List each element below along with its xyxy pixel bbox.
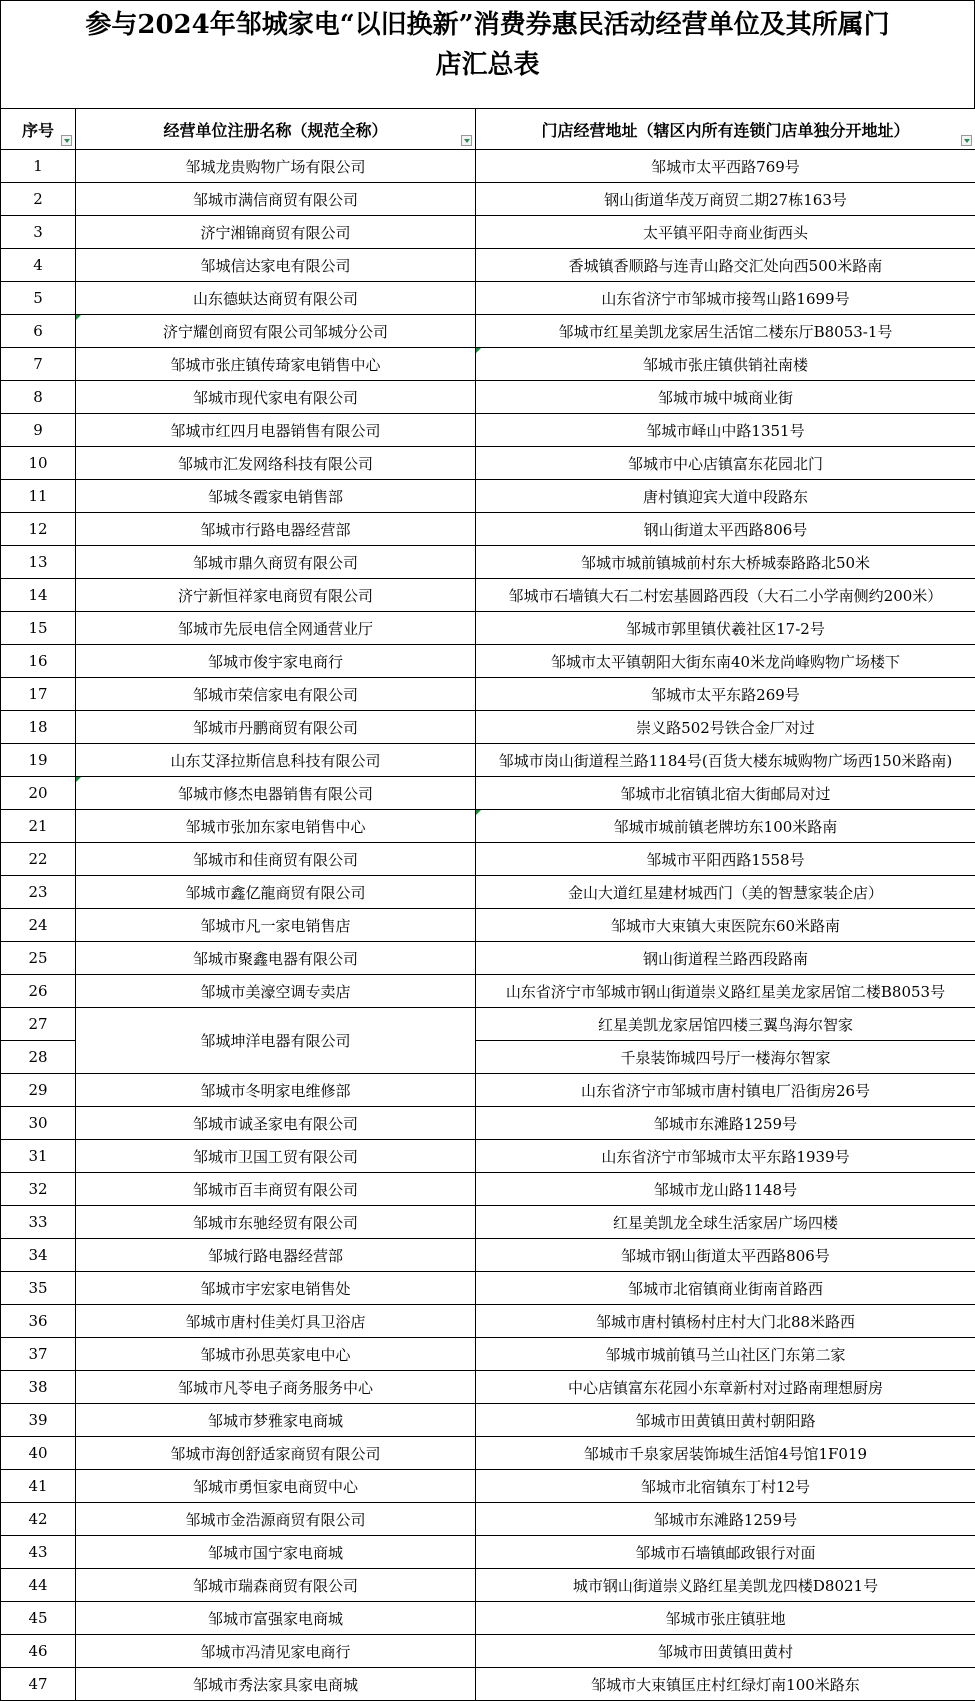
table-row xyxy=(1,1470,975,1503)
cell-seq[interactable]: 47 xyxy=(1,1668,76,1701)
cell-business-name[interactable]: 邹城市红四月电器销售有限公司 xyxy=(76,414,476,447)
cell-store-address[interactable]: 香城镇香顺路与连青山路交汇处向西500米路南 xyxy=(476,249,975,282)
cell-business-name[interactable]: 邹城信达家电有限公司 xyxy=(76,249,476,282)
cell-business-name[interactable]: 济宁耀创商贸有限公司邹城分公司 xyxy=(76,315,476,348)
table-row xyxy=(1,1536,975,1569)
cell-business-name[interactable]: 邹城市瑞森商贸有限公司 xyxy=(76,1569,476,1602)
cell-business-name[interactable]: 邹城市现代家电有限公司 xyxy=(76,381,476,414)
cell-store-address[interactable]: 邹城市唐村镇杨村庄村大门北88米路西 xyxy=(476,1305,975,1338)
cell-store-address[interactable]: 邹城市平阳西路1558号 xyxy=(476,843,975,876)
cell-seq[interactable]: 34 xyxy=(1,1239,76,1272)
cell-store-address[interactable]: 邹城市大束镇匡庄村红绿灯南100米路东 xyxy=(476,1668,975,1701)
cell-business-name[interactable]: 邹城市鑫亿龍商贸有限公司 xyxy=(76,876,476,909)
table-row xyxy=(1,1272,975,1305)
title-line-2: 店汇总表 xyxy=(435,50,540,80)
table-row xyxy=(1,876,975,909)
cell-store-address[interactable]: 邹城市田黄镇田黄村 xyxy=(476,1635,975,1668)
cell-seq[interactable]: 33 xyxy=(1,1206,76,1239)
table-row xyxy=(1,1305,975,1338)
table-row xyxy=(1,1074,975,1107)
cell-business-name[interactable]: 邹城市冬明家电维修部 xyxy=(76,1074,476,1107)
cell-business-name[interactable]: 邹城市张庄镇传琦家电销售中心 xyxy=(76,348,476,381)
cell-seq[interactable]: 39 xyxy=(1,1404,76,1437)
cell-business-name[interactable]: 邹城市丹鹏商贸有限公司 xyxy=(76,711,476,744)
cell-business-name[interactable]: 邹城市美濠空调专卖店 xyxy=(76,975,476,1008)
cell-seq[interactable]: 9 xyxy=(1,414,76,447)
cell-business-name[interactable]: 山东德蚨达商贸有限公司 xyxy=(76,282,476,315)
cell-seq[interactable]: 3 xyxy=(1,216,76,249)
table-row xyxy=(1,1173,975,1206)
table-row xyxy=(1,150,975,183)
table-row xyxy=(1,546,975,579)
cell-business-name[interactable]: 邹城市诚圣家电有限公司 xyxy=(76,1107,476,1140)
cell-seq[interactable]: 23 xyxy=(1,876,76,909)
table-row xyxy=(1,249,975,282)
header-seq-label: 序号 xyxy=(21,120,54,140)
table-row xyxy=(1,579,975,612)
table-row xyxy=(1,678,975,711)
table-row xyxy=(1,1206,975,1239)
table-row xyxy=(1,282,975,315)
cell-store-address[interactable]: 邹城市东滩路1259号 xyxy=(476,1107,975,1140)
cell-store-address[interactable]: 邹城市张庄镇供销社南楼 xyxy=(476,348,975,381)
store-summary-table xyxy=(0,108,975,1701)
table-row xyxy=(1,1635,975,1668)
cell-store-address[interactable]: 邹城市千泉家居装饰城生活馆4号馆1F019 xyxy=(476,1437,975,1470)
cell-seq[interactable]: 8 xyxy=(1,381,76,414)
cell-store-address[interactable]: 山东省济宁市邹城市接驾山路1699号 xyxy=(476,282,975,315)
cell-seq[interactable]: 6 xyxy=(1,315,76,348)
table-row xyxy=(1,1503,975,1536)
cell-store-address[interactable]: 金山大道红星建材城西门（美的智慧家装企店） xyxy=(476,876,975,909)
cell-store-address[interactable]: 邹城市城前镇老牌坊东100米路南 xyxy=(476,810,975,843)
cell-seq[interactable]: 28 xyxy=(1,1041,76,1074)
table-row xyxy=(1,1404,975,1437)
cell-business-name[interactable]: 邹城市行路电器经营部 xyxy=(76,513,476,546)
cell-seq[interactable]: 45 xyxy=(1,1602,76,1635)
cell-business-name[interactable]: 邹城市凡一家电销售店 xyxy=(76,909,476,942)
cell-business-name[interactable]: 邹城市国宁家电商城 xyxy=(76,1536,476,1569)
cell-store-address[interactable]: 邹城市北宿镇商业街南首路西 xyxy=(476,1272,975,1305)
cell-business-name[interactable]: 邹城行路电器经营部 xyxy=(76,1239,476,1272)
table-row xyxy=(1,1371,975,1404)
cell-seq[interactable]: 15 xyxy=(1,612,76,645)
cell-store-address[interactable]: 山东省济宁市邹城市钢山街道崇义路红星美龙家居馆二楼B8053号 xyxy=(476,975,975,1008)
cell-store-address[interactable]: 邹城市太平东路269号 xyxy=(476,678,975,711)
cell-business-name[interactable]: 邹城市修杰电器销售有限公司 xyxy=(76,777,476,810)
cell-seq[interactable]: 41 xyxy=(1,1470,76,1503)
table-row xyxy=(1,942,975,975)
table-row xyxy=(1,216,975,249)
cell-business-name[interactable]: 邹城冬霞家电销售部 xyxy=(76,480,476,513)
filter-dropdown-icon[interactable] xyxy=(961,135,972,146)
cell-store-address[interactable]: 城市钢山街道崇义路红星美凯龙四楼D8021号 xyxy=(476,1569,975,1602)
cell-business-name[interactable]: 山东艾泽拉斯信息科技有限公司 xyxy=(76,744,476,777)
cell-business-name[interactable]: 邹城市勇恒家电商贸中心 xyxy=(76,1470,476,1503)
header-name-label: 经营单位注册名称（规范全称） xyxy=(163,120,388,140)
cell-store-address[interactable]: 邹城市峄山中路1351号 xyxy=(476,414,975,447)
cell-seq[interactable]: 11 xyxy=(1,480,76,513)
table-row xyxy=(1,1668,975,1701)
table-row xyxy=(1,909,975,942)
cell-seq[interactable]: 40 xyxy=(1,1437,76,1470)
cell-store-address[interactable]: 邹城市钢山街道太平西路806号 xyxy=(476,1239,975,1272)
table-row xyxy=(1,348,975,381)
cell-store-address[interactable]: 邹城市石墙镇邮政银行对面 xyxy=(476,1536,975,1569)
cell-seq[interactable]: 18 xyxy=(1,711,76,744)
table-row xyxy=(1,645,975,678)
cell-seq[interactable]: 44 xyxy=(1,1569,76,1602)
document-title xyxy=(0,0,975,108)
cell-business-name[interactable]: 邹城龙贵购物广场有限公司 xyxy=(76,150,476,183)
cell-seq[interactable]: 1 xyxy=(1,150,76,183)
cell-business-name[interactable]: 邹城市满信商贸有限公司 xyxy=(76,183,476,216)
cell-business-name[interactable]: 邹城市秀法家具家电商城 xyxy=(76,1668,476,1701)
cell-store-address[interactable]: 红星美凯龙家居馆四楼三翼鸟海尔智家 xyxy=(476,1008,975,1041)
cell-store-address[interactable]: 中心店镇富东花园小东章新村对过路南理想厨房 xyxy=(476,1371,975,1404)
cell-seq[interactable]: 30 xyxy=(1,1107,76,1140)
table-row xyxy=(1,1602,975,1635)
title-line-1: 参与2024年邹城家电“以旧换新”消费券惠民活动经营单位及其所属门 xyxy=(85,10,890,40)
cell-business-name[interactable]: 济宁湘锦商贸有限公司 xyxy=(76,216,476,249)
table-row xyxy=(1,1008,975,1041)
table-row xyxy=(1,1569,975,1602)
cell-seq[interactable]: 7 xyxy=(1,348,76,381)
cell-store-address[interactable]: 邹城市红星美凯龙家居生活馆二楼东厅B8053-1号 xyxy=(476,315,975,348)
cell-seq[interactable]: 46 xyxy=(1,1635,76,1668)
cell-seq[interactable]: 36 xyxy=(1,1305,76,1338)
cell-seq[interactable]: 32 xyxy=(1,1173,76,1206)
cell-seq[interactable]: 13 xyxy=(1,546,76,579)
header-name xyxy=(76,109,476,150)
cell-business-name[interactable]: 邹城市张加东家电销售中心 xyxy=(76,810,476,843)
cell-store-address[interactable]: 邹城市大束镇大束医院东60米路南 xyxy=(476,909,975,942)
header-row xyxy=(1,109,975,150)
table-row xyxy=(1,1107,975,1140)
cell-store-address[interactable]: 邹城市石墙镇大石二村宏基圆路西段（大石二小学南侧约200米） xyxy=(476,579,975,612)
table-row xyxy=(1,612,975,645)
table-row xyxy=(1,1338,975,1371)
cell-seq[interactable]: 38 xyxy=(1,1371,76,1404)
cell-seq[interactable]: 12 xyxy=(1,513,76,546)
cell-seq[interactable]: 10 xyxy=(1,447,76,480)
cell-business-name[interactable]: 邹城市东驰经贸有限公司 xyxy=(76,1206,476,1239)
cell-seq[interactable]: 31 xyxy=(1,1140,76,1173)
cell-store-address[interactable]: 邹城市郭里镇伏羲社区17-2号 xyxy=(476,612,975,645)
cell-seq[interactable]: 25 xyxy=(1,942,76,975)
cell-store-address[interactable]: 邹城市龙山路1148号 xyxy=(476,1173,975,1206)
cell-business-name[interactable]: 邹城市俊宇家电商行 xyxy=(76,645,476,678)
table-row xyxy=(1,480,975,513)
cell-seq[interactable]: 42 xyxy=(1,1503,76,1536)
table-row xyxy=(1,1437,975,1470)
cell-business-name[interactable]: 邹城市汇发网络科技有限公司 xyxy=(76,447,476,480)
cell-seq[interactable]: 20 xyxy=(1,777,76,810)
header-addr xyxy=(476,109,975,150)
table-row xyxy=(1,414,975,447)
table-body xyxy=(1,150,975,1701)
cell-seq[interactable]: 17 xyxy=(1,678,76,711)
cell-seq[interactable]: 4 xyxy=(1,249,76,282)
filter-dropdown-icon[interactable] xyxy=(461,135,472,146)
table-row xyxy=(1,183,975,216)
cell-store-address[interactable]: 崇义路502号铁合金厂对过 xyxy=(476,711,975,744)
cell-seq[interactable]: 43 xyxy=(1,1536,76,1569)
table-row xyxy=(1,777,975,810)
cell-store-address[interactable]: 邹城市北宿镇北宿大街邮局对过 xyxy=(476,777,975,810)
cell-business-name[interactable]: 邹城市卫国工贸有限公司 xyxy=(76,1140,476,1173)
cell-store-address[interactable]: 邹城市城前镇城前村东大桥城泰路路北50米 xyxy=(476,546,975,579)
table-row xyxy=(1,381,975,414)
cell-business-name[interactable]: 邹城市鼎久商贸有限公司 xyxy=(76,546,476,579)
table-row xyxy=(1,810,975,843)
cell-seq[interactable]: 22 xyxy=(1,843,76,876)
table-row xyxy=(1,447,975,480)
table-row xyxy=(1,315,975,348)
cell-store-address[interactable]: 山东省济宁市邹城市唐村镇电厂沿街房26号 xyxy=(476,1074,975,1107)
cell-store-address[interactable]: 邹城市太平镇朝阳大街东南40米龙尚峰购物广场楼下 xyxy=(476,645,975,678)
cell-seq[interactable]: 26 xyxy=(1,975,76,1008)
cell-seq[interactable]: 16 xyxy=(1,645,76,678)
cell-store-address[interactable]: 邹城市城中城商业街 xyxy=(476,381,975,414)
cell-seq[interactable]: 19 xyxy=(1,744,76,777)
filter-dropdown-icon[interactable] xyxy=(61,135,72,146)
cell-store-address[interactable]: 红星美凯龙全球生活家居广场四楼 xyxy=(476,1206,975,1239)
cell-business-name[interactable]: 邹城市宇宏家电销售处 xyxy=(76,1272,476,1305)
table-row xyxy=(1,513,975,546)
cell-seq[interactable]: 27 xyxy=(1,1008,76,1041)
cell-business-name[interactable]: 邹城市百丰商贸有限公司 xyxy=(76,1173,476,1206)
cell-store-address[interactable]: 邹城市张庄镇驻地 xyxy=(476,1602,975,1635)
cell-business-name[interactable]: 济宁新恒祥家电商贸有限公司 xyxy=(76,579,476,612)
cell-business-name[interactable]: 邹城市先辰电信全网通营业厅 xyxy=(76,612,476,645)
cell-store-address[interactable]: 钢山街道程兰路西段路南 xyxy=(476,942,975,975)
cell-seq[interactable]: 37 xyxy=(1,1338,76,1371)
cell-seq[interactable]: 2 xyxy=(1,183,76,216)
cell-business-name[interactable]: 邹城市金浩源商贸有限公司 xyxy=(76,1503,476,1536)
cell-store-address[interactable]: 邹城市东滩路1259号 xyxy=(476,1503,975,1536)
table-row xyxy=(1,1140,975,1173)
cell-store-address[interactable]: 钢山街道华茂万商贸二期27栋163号 xyxy=(476,183,975,216)
table-row xyxy=(1,711,975,744)
cell-store-address[interactable]: 山东省济宁市邹城市太平东路1939号 xyxy=(476,1140,975,1173)
cell-seq[interactable]: 35 xyxy=(1,1272,76,1305)
cell-store-address[interactable]: 邹城市田黄镇田黄村朝阳路 xyxy=(476,1404,975,1437)
table-row xyxy=(1,843,975,876)
cell-store-address[interactable]: 太平镇平阳寺商业街西头 xyxy=(476,216,975,249)
cell-business-name[interactable]: 邹城市凡苓电子商务服务中心 xyxy=(76,1371,476,1404)
cell-business-name[interactable]: 邹城市富强家电商城 xyxy=(76,1602,476,1635)
cell-store-address[interactable]: 唐村镇迎宾大道中段路东 xyxy=(476,480,975,513)
cell-business-name[interactable]: 邹城市和佳商贸有限公司 xyxy=(76,843,476,876)
cell-seq[interactable]: 14 xyxy=(1,579,76,612)
cell-business-name[interactable]: 邹城市冯清见家电商行 xyxy=(76,1635,476,1668)
cell-store-address[interactable]: 邹城市城前镇马兰山社区门东第二家 xyxy=(476,1338,975,1371)
cell-store-address[interactable]: 千泉装饰城四号厅一楼海尔智家 xyxy=(476,1041,975,1074)
cell-seq[interactable]: 29 xyxy=(1,1074,76,1107)
cell-business-name[interactable]: 邹城市孙思英家电中心 xyxy=(76,1338,476,1371)
cell-store-address[interactable]: 钢山街道太平西路806号 xyxy=(476,513,975,546)
cell-business-name[interactable]: 邹城坤洋电器有限公司 xyxy=(76,1008,476,1074)
cell-business-name[interactable]: 邹城市海创舒适家商贸有限公司 xyxy=(76,1437,476,1470)
header-addr-label: 门店经营地址（辖区内所有连锁门店单独分开地址） xyxy=(541,120,910,140)
cell-business-name[interactable]: 邹城市唐村佳美灯具卫浴店 xyxy=(76,1305,476,1338)
cell-store-address[interactable]: 邹城市中心店镇富东花园北门 xyxy=(476,447,975,480)
cell-seq[interactable]: 5 xyxy=(1,282,76,315)
cell-store-address[interactable]: 邹城市岗山街道程兰路1184号(百货大楼东城购物广场西150米路南) xyxy=(476,744,975,777)
cell-store-address[interactable]: 邹城市北宿镇东丁村12号 xyxy=(476,1470,975,1503)
cell-business-name[interactable]: 邹城市荣信家电有限公司 xyxy=(76,678,476,711)
cell-store-address[interactable]: 邹城市太平西路769号 xyxy=(476,150,975,183)
cell-business-name[interactable]: 邹城市梦雅家电商城 xyxy=(76,1404,476,1437)
header-seq xyxy=(1,109,76,150)
table-row xyxy=(1,744,975,777)
cell-business-name[interactable]: 邹城市聚鑫电器有限公司 xyxy=(76,942,476,975)
cell-seq[interactable]: 24 xyxy=(1,909,76,942)
table-row xyxy=(1,1239,975,1272)
cell-seq[interactable]: 21 xyxy=(1,810,76,843)
table-row xyxy=(1,975,975,1008)
